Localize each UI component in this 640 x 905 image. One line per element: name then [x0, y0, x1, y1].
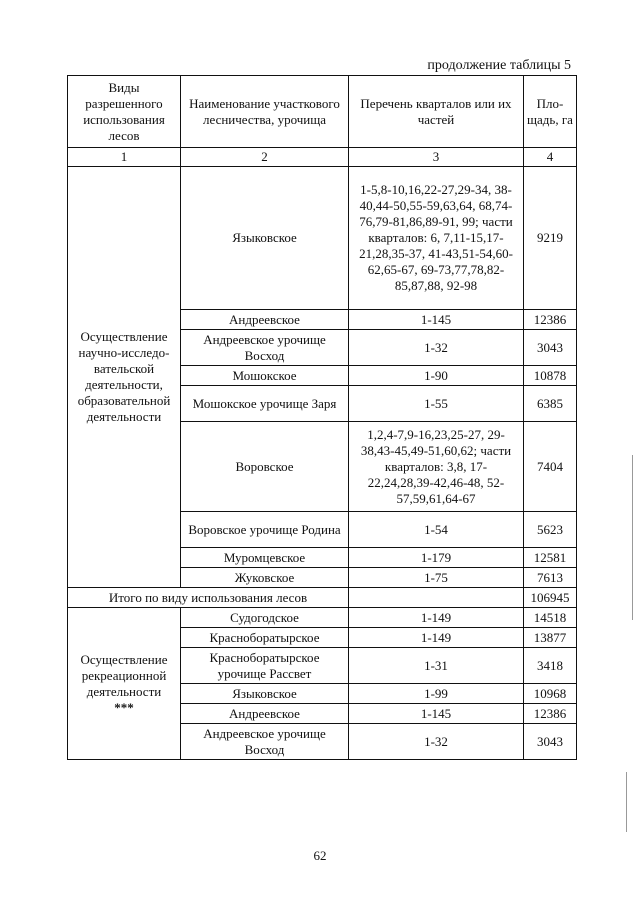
- column-number: 2: [181, 148, 349, 167]
- forestry-name: Андреевское: [181, 704, 349, 724]
- header-name: Наименование участкового лесничества, урочища: [181, 76, 349, 148]
- forestry-name: Языковское: [181, 684, 349, 704]
- area-value: 3043: [524, 724, 577, 760]
- area-value: 12386: [524, 310, 577, 330]
- quarters-list: 1-99: [349, 684, 524, 704]
- quarters-list: 1-5,8-10,16,22-27,29-34, 38-40,44-50,55-59,63,64, 68,74-76,79-81,86,89-91, 99; части кварталов: 6, 7,11-15,17-21,28,35-37, 41-43,51-54,60-62,65-67, 69-73,77,78,82-85,87,88, 92-98: [349, 167, 524, 310]
- quarters-list: 1-149: [349, 628, 524, 648]
- footnote-mark: ***: [114, 699, 134, 715]
- quarters-list: 1-32: [349, 330, 524, 366]
- forestry-name: Жуковское: [181, 568, 349, 588]
- area-value: 6385: [524, 386, 577, 422]
- forestry-name: Красноборатырское урочище Рассвет: [181, 648, 349, 684]
- forestry-name: Мошокское урочище Заря: [181, 386, 349, 422]
- table-continuation-caption: продолжение таблицы 5: [427, 58, 571, 73]
- forest-use-table: [67, 75, 577, 760]
- forestry-name: Красноборатырское: [181, 628, 349, 648]
- column-number: 4: [524, 148, 577, 167]
- forestry-name: Андреевское: [181, 310, 349, 330]
- quarters-list: 1-90: [349, 366, 524, 386]
- area-value: 12386: [524, 704, 577, 724]
- scan-edge-line: [626, 772, 627, 832]
- column-number-row: [68, 148, 577, 167]
- table-row: [68, 167, 577, 310]
- total-row: [68, 588, 577, 608]
- column-number: 3: [349, 148, 524, 167]
- area-value: 10878: [524, 366, 577, 386]
- column-number: 1: [68, 148, 181, 167]
- total-label: Итого по виду использования лесов: [68, 588, 349, 608]
- total-quarters: [349, 588, 524, 608]
- table-row: [68, 608, 577, 628]
- forestry-name: Мошокское: [181, 366, 349, 386]
- forestry-name: Судогодское: [181, 608, 349, 628]
- area-value: 7404: [524, 422, 577, 512]
- quarters-list: 1-149: [349, 608, 524, 628]
- quarters-list: 1,2,4-7,9-16,23,25-27, 29-38,43-45,49-51,60,62; части кварталов: 3,8, 17-22,24,28,39-42,46-48, 52-57,59,61,64-67: [349, 422, 524, 512]
- forestry-name: Андреевское урочище Восход: [181, 330, 349, 366]
- quarters-list: 1-179: [349, 548, 524, 568]
- use-type-cell: Осуществление научно-исследо-вательской деятельности, образовательной деятельности: [68, 167, 181, 588]
- total-area: 106945: [524, 588, 577, 608]
- quarters-list: 1-145: [349, 310, 524, 330]
- area-value: 13877: [524, 628, 577, 648]
- header-row: [68, 76, 577, 148]
- forestry-name: Воровское: [181, 422, 349, 512]
- area-value: 3418: [524, 648, 577, 684]
- area-value: 5623: [524, 512, 577, 548]
- area-value: 7613: [524, 568, 577, 588]
- forestry-name: Муромцевское: [181, 548, 349, 568]
- header-use: Виды разрешенного использования лесов: [68, 76, 181, 148]
- forestry-name: Воровское урочище Родина: [181, 512, 349, 548]
- area-value: 3043: [524, 330, 577, 366]
- scan-edge-line: [632, 455, 633, 620]
- forestry-name: Языковское: [181, 167, 349, 310]
- quarters-list: 1-31: [349, 648, 524, 684]
- use-type-cell: [68, 608, 181, 760]
- page-number: 62: [313, 848, 327, 863]
- quarters-list: 1-55: [349, 386, 524, 422]
- area-value: 14518: [524, 608, 577, 628]
- area-value: 12581: [524, 548, 577, 568]
- quarters-list: 1-32: [349, 724, 524, 760]
- quarters-list: 1-145: [349, 704, 524, 724]
- quarters-list: 1-75: [349, 568, 524, 588]
- header-area: Пло-щадь, га: [524, 76, 577, 148]
- area-value: 9219: [524, 167, 577, 310]
- header-quarters: Перечень кварталов или их частей: [349, 76, 524, 148]
- area-value: 10968: [524, 684, 577, 704]
- quarters-list: 1-54: [349, 512, 524, 548]
- forestry-name: Андреевское урочище Восход: [181, 724, 349, 760]
- use-type-label: Осуществление рекреационной деятельности: [80, 651, 168, 699]
